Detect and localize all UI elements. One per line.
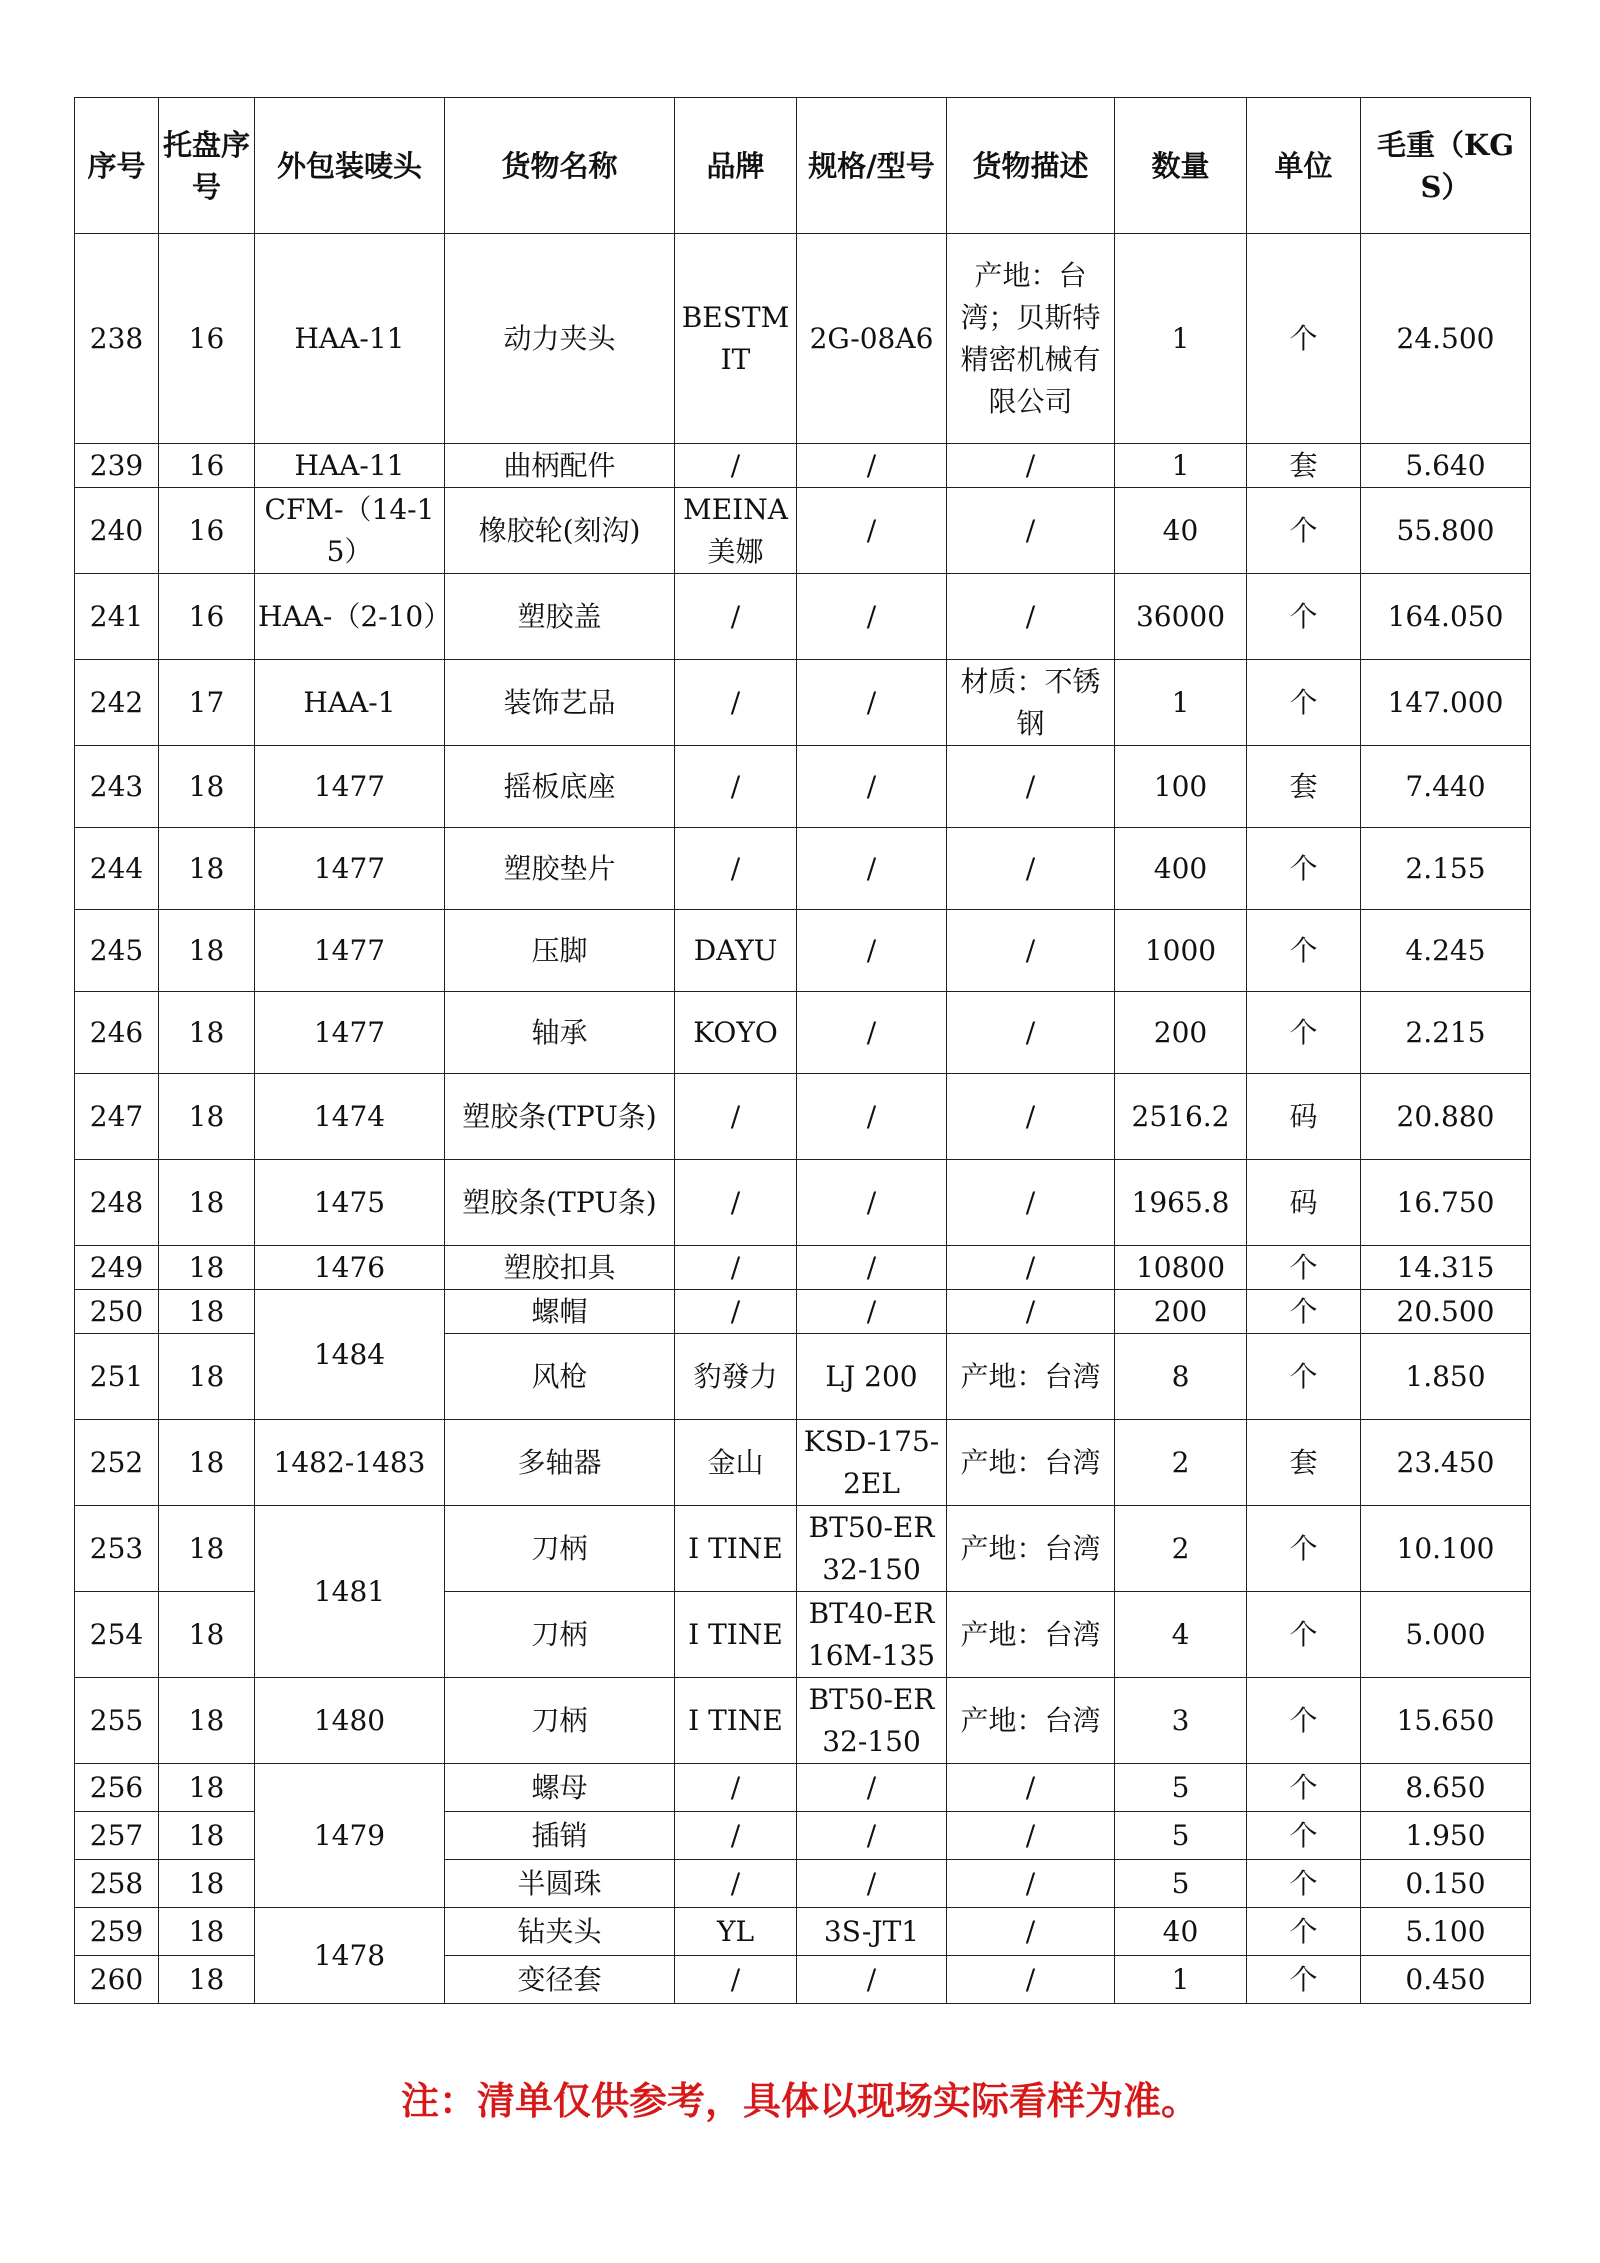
cell-weight: 24.500 [1361, 234, 1531, 444]
cell-desc: / [947, 1956, 1115, 2004]
cell-unit: 个 [1247, 574, 1361, 660]
cell-desc: / [947, 1812, 1115, 1860]
cell-seq: 253 [75, 1506, 159, 1592]
cell-seq: 247 [75, 1074, 159, 1160]
table-header-row [75, 98, 1531, 234]
cell-weight: 16.750 [1361, 1160, 1531, 1246]
cell-spec: / [797, 746, 947, 828]
cell-brand: / [675, 1290, 797, 1334]
header-name: 货物名称 [445, 98, 675, 234]
cell-desc: / [947, 1764, 1115, 1812]
cell-qty: 40 [1115, 488, 1247, 574]
cell-qty: 1 [1115, 234, 1247, 444]
table-row [75, 1246, 1531, 1290]
cell-brand: I TINE [675, 1678, 797, 1764]
cell-weight: 147.000 [1361, 660, 1531, 746]
cell-weight: 20.880 [1361, 1074, 1531, 1160]
cell-spec: / [797, 910, 947, 992]
cell-seq: 244 [75, 828, 159, 910]
cell-pallet: 18 [159, 1956, 255, 2004]
cell-brand: / [675, 746, 797, 828]
header-mark: 外包装唛头 [255, 98, 445, 234]
cell-seq: 238 [75, 234, 159, 444]
table-row [75, 1764, 1531, 1812]
cell-name: 插销 [445, 1812, 675, 1860]
cell-weight: 5.640 [1361, 444, 1531, 488]
cell-unit: 个 [1247, 1812, 1361, 1860]
cell-pallet: 18 [159, 1860, 255, 1908]
cell-unit: 个 [1247, 234, 1361, 444]
cell-qty: 2 [1115, 1506, 1247, 1592]
cell-unit: 个 [1247, 660, 1361, 746]
cell-spec: / [797, 828, 947, 910]
cell-spec: KSD-175-2EL [797, 1420, 947, 1506]
cell-name: 风枪 [445, 1334, 675, 1420]
cell-spec: / [797, 444, 947, 488]
cell-brand: MEINA 美娜 [675, 488, 797, 574]
cell-pallet: 18 [159, 828, 255, 910]
cell-desc: 产地：台湾 [947, 1420, 1115, 1506]
cell-unit: 个 [1247, 1506, 1361, 1592]
cell-unit: 个 [1247, 1290, 1361, 1334]
cell-weight: 2.215 [1361, 992, 1531, 1074]
table-row [75, 444, 1531, 488]
cell-name: 塑胶盖 [445, 574, 675, 660]
cell-pallet: 18 [159, 1334, 255, 1420]
cell-weight: 15.650 [1361, 1678, 1531, 1764]
cell-name: 螺母 [445, 1764, 675, 1812]
cell-desc: 产地：台湾 [947, 1506, 1115, 1592]
cargo-list-table [74, 97, 1531, 2004]
cell-pallet: 18 [159, 1908, 255, 1956]
cell-qty: 2 [1115, 1420, 1247, 1506]
cell-desc: / [947, 1908, 1115, 1956]
cell-name: 螺帽 [445, 1290, 675, 1334]
cell-mark: 1474 [255, 1074, 445, 1160]
cell-desc: 产地：台湾 [947, 1678, 1115, 1764]
cell-spec: / [797, 1956, 947, 2004]
header-pallet: 托盘序号 [159, 98, 255, 234]
cell-name: 钻夹头 [445, 1908, 675, 1956]
cell-desc: / [947, 1160, 1115, 1246]
cell-qty: 4 [1115, 1592, 1247, 1678]
cell-mark: 1482-1483 [255, 1420, 445, 1506]
cell-qty: 3 [1115, 1678, 1247, 1764]
cell-pallet: 18 [159, 1246, 255, 1290]
cell-unit: 套 [1247, 746, 1361, 828]
cell-qty: 400 [1115, 828, 1247, 910]
cell-seq: 251 [75, 1334, 159, 1420]
cell-unit: 个 [1247, 1860, 1361, 1908]
cell-mark: 1476 [255, 1246, 445, 1290]
cell-unit: 个 [1247, 1334, 1361, 1420]
cell-brand: I TINE [675, 1592, 797, 1678]
cell-qty: 8 [1115, 1334, 1247, 1420]
cell-brand: / [675, 1074, 797, 1160]
cell-name: 刀柄 [445, 1678, 675, 1764]
cell-seq: 246 [75, 992, 159, 1074]
cell-name: 摇板底座 [445, 746, 675, 828]
cell-unit: 套 [1247, 1420, 1361, 1506]
cell-weight: 5.000 [1361, 1592, 1531, 1678]
cell-mark: CFM-（14-15） [255, 488, 445, 574]
cell-brand: YL [675, 1908, 797, 1956]
cell-desc: 产地：台湾 [947, 1592, 1115, 1678]
cell-pallet: 18 [159, 746, 255, 828]
cell-seq: 260 [75, 1956, 159, 2004]
cell-pallet: 16 [159, 574, 255, 660]
table-row [75, 828, 1531, 910]
cell-unit: 个 [1247, 488, 1361, 574]
cell-mark: HAA-1 [255, 660, 445, 746]
cell-seq: 257 [75, 1812, 159, 1860]
cell-name: 橡胶轮(刻沟) [445, 488, 675, 574]
table-row [75, 1074, 1531, 1160]
cell-seq: 248 [75, 1160, 159, 1246]
table-row [75, 746, 1531, 828]
cell-name: 变径套 [445, 1956, 675, 2004]
cell-name: 刀柄 [445, 1506, 675, 1592]
cell-unit: 码 [1247, 1074, 1361, 1160]
table-row [75, 1420, 1531, 1506]
cell-unit: 个 [1247, 1956, 1361, 2004]
cell-pallet: 17 [159, 660, 255, 746]
cell-seq: 243 [75, 746, 159, 828]
cell-spec: 3S-JT1 [797, 1908, 947, 1956]
cell-weight: 55.800 [1361, 488, 1531, 574]
cell-weight: 8.650 [1361, 1764, 1531, 1812]
cell-pallet: 18 [159, 1678, 255, 1764]
cell-seq: 241 [75, 574, 159, 660]
cell-brand: / [675, 1956, 797, 2004]
cell-spec: / [797, 660, 947, 746]
cell-seq: 252 [75, 1420, 159, 1506]
cell-mark: 1478 [255, 1908, 445, 2004]
cell-qty: 36000 [1115, 574, 1247, 660]
cell-brand: 豹發力 [675, 1334, 797, 1420]
cell-desc: / [947, 992, 1115, 1074]
cell-pallet: 18 [159, 910, 255, 992]
cell-qty: 1965.8 [1115, 1160, 1247, 1246]
cell-unit: 个 [1247, 828, 1361, 910]
cell-mark: HAA-（2-10） [255, 574, 445, 660]
cell-unit: 套 [1247, 444, 1361, 488]
cell-name: 多轴器 [445, 1420, 675, 1506]
cell-weight: 0.450 [1361, 1956, 1531, 2004]
cell-mark: 1475 [255, 1160, 445, 1246]
cell-seq: 256 [75, 1764, 159, 1812]
cell-brand: DAYU [675, 910, 797, 992]
cell-weight: 164.050 [1361, 574, 1531, 660]
cell-spec: LJ 200 [797, 1334, 947, 1420]
cell-desc: 材质：不锈钢 [947, 660, 1115, 746]
header-unit: 单位 [1247, 98, 1361, 234]
cell-name: 塑胶扣具 [445, 1246, 675, 1290]
cell-unit: 个 [1247, 1908, 1361, 1956]
cell-mark: 1477 [255, 992, 445, 1074]
table-row [75, 574, 1531, 660]
cell-spec: / [797, 1812, 947, 1860]
table-row [75, 910, 1531, 992]
table-row [75, 1160, 1531, 1246]
cell-mark: 1481 [255, 1506, 445, 1678]
cell-qty: 5 [1115, 1860, 1247, 1908]
cell-spec: / [797, 574, 947, 660]
cell-qty: 1000 [1115, 910, 1247, 992]
cell-unit: 码 [1247, 1160, 1361, 1246]
cell-desc: / [947, 574, 1115, 660]
cell-brand: / [675, 444, 797, 488]
cell-pallet: 16 [159, 444, 255, 488]
table-row [75, 1290, 1531, 1334]
cell-seq: 254 [75, 1592, 159, 1678]
header-seq: 序号 [75, 98, 159, 234]
cell-brand: / [675, 1160, 797, 1246]
cell-unit: 个 [1247, 992, 1361, 1074]
cell-desc: / [947, 1290, 1115, 1334]
cell-seq: 239 [75, 444, 159, 488]
cell-spec: BT50-ER32-150 [797, 1678, 947, 1764]
cell-weight: 1.950 [1361, 1812, 1531, 1860]
cell-brand: I TINE [675, 1506, 797, 1592]
cell-name: 动力夹头 [445, 234, 675, 444]
cell-brand: BESTMIT [675, 234, 797, 444]
cell-seq: 255 [75, 1678, 159, 1764]
cell-unit: 个 [1247, 1764, 1361, 1812]
cell-brand: / [675, 828, 797, 910]
cell-spec: BT40-ER16M-135 [797, 1592, 947, 1678]
cell-name: 塑胶条(TPU条) [445, 1160, 675, 1246]
cell-desc: / [947, 1074, 1115, 1160]
cell-weight: 23.450 [1361, 1420, 1531, 1506]
cell-mark: 1477 [255, 910, 445, 992]
cell-qty: 40 [1115, 1908, 1247, 1956]
cell-mark: HAA-11 [255, 234, 445, 444]
cell-desc: / [947, 910, 1115, 992]
cell-brand: / [675, 1812, 797, 1860]
cell-desc: / [947, 746, 1115, 828]
cell-pallet: 18 [159, 1506, 255, 1592]
cell-weight: 4.245 [1361, 910, 1531, 992]
cell-unit: 个 [1247, 910, 1361, 992]
cell-unit: 个 [1247, 1592, 1361, 1678]
cell-qty: 5 [1115, 1812, 1247, 1860]
header-spec: 规格/型号 [797, 98, 947, 234]
header-qty: 数量 [1115, 98, 1247, 234]
cell-desc: 产地：台湾；贝斯特精密机械有限公司 [947, 234, 1115, 444]
cell-seq: 249 [75, 1246, 159, 1290]
header-weight: 毛重（KGS） [1361, 98, 1531, 234]
cell-pallet: 18 [159, 1592, 255, 1678]
cell-seq: 242 [75, 660, 159, 746]
cell-spec: / [797, 1764, 947, 1812]
cell-weight: 0.150 [1361, 1860, 1531, 1908]
cell-name: 装饰艺品 [445, 660, 675, 746]
cell-seq: 250 [75, 1290, 159, 1334]
cell-desc: / [947, 1246, 1115, 1290]
cell-qty: 1 [1115, 1956, 1247, 2004]
cell-weight: 10.100 [1361, 1506, 1531, 1592]
cell-brand: / [675, 1246, 797, 1290]
cell-brand: / [675, 574, 797, 660]
cell-pallet: 18 [159, 1764, 255, 1812]
cell-qty: 10800 [1115, 1246, 1247, 1290]
cell-unit: 个 [1247, 1678, 1361, 1764]
cell-weight: 1.850 [1361, 1334, 1531, 1420]
cell-desc: / [947, 1860, 1115, 1908]
cell-spec: / [797, 1160, 947, 1246]
cell-mark: 1479 [255, 1764, 445, 1908]
table-row [75, 488, 1531, 574]
cell-qty: 2516.2 [1115, 1074, 1247, 1160]
cell-seq: 259 [75, 1908, 159, 1956]
cell-weight: 7.440 [1361, 746, 1531, 828]
cell-weight: 20.500 [1361, 1290, 1531, 1334]
cell-name: 刀柄 [445, 1592, 675, 1678]
cell-spec: / [797, 1860, 947, 1908]
cell-seq: 258 [75, 1860, 159, 1908]
table-row [75, 234, 1531, 444]
cell-spec: 2G-08A6 [797, 234, 947, 444]
cell-pallet: 18 [159, 1812, 255, 1860]
cell-seq: 240 [75, 488, 159, 574]
cell-name: 轴承 [445, 992, 675, 1074]
cell-spec: / [797, 1290, 947, 1334]
cell-seq: 245 [75, 910, 159, 992]
cell-desc: 产地：台湾 [947, 1334, 1115, 1420]
cell-spec: / [797, 992, 947, 1074]
header-desc: 货物描述 [947, 98, 1115, 234]
cell-mark: 1480 [255, 1678, 445, 1764]
table-row [75, 1506, 1531, 1592]
cell-desc: / [947, 488, 1115, 574]
cell-desc: / [947, 444, 1115, 488]
cell-brand: / [675, 660, 797, 746]
cell-brand: 金山 [675, 1420, 797, 1506]
disclaimer-note: 注：清单仅供参考，具体以现场实际看样为准。 [400, 2078, 1199, 2123]
cell-name: 塑胶垫片 [445, 828, 675, 910]
cell-brand: KOYO [675, 992, 797, 1074]
cell-name: 半圆珠 [445, 1860, 675, 1908]
cell-qty: 100 [1115, 746, 1247, 828]
table-row [75, 992, 1531, 1074]
cell-name: 压脚 [445, 910, 675, 992]
cell-pallet: 18 [159, 1160, 255, 1246]
cell-pallet: 18 [159, 1290, 255, 1334]
cell-weight: 14.315 [1361, 1246, 1531, 1290]
table-row [75, 1678, 1531, 1764]
cell-weight: 5.100 [1361, 1908, 1531, 1956]
cell-brand: / [675, 1860, 797, 1908]
cell-name: 曲柄配件 [445, 444, 675, 488]
cell-mark: 1477 [255, 828, 445, 910]
cell-spec: / [797, 1246, 947, 1290]
cell-brand: / [675, 1764, 797, 1812]
cell-desc: / [947, 828, 1115, 910]
cell-spec: / [797, 488, 947, 574]
table-row [75, 1908, 1531, 1956]
cell-mark: 1477 [255, 746, 445, 828]
cell-pallet: 18 [159, 1074, 255, 1160]
header-brand: 品牌 [675, 98, 797, 234]
cell-spec: BT50-ER32-150 [797, 1506, 947, 1592]
cell-qty: 1 [1115, 660, 1247, 746]
cell-pallet: 18 [159, 1420, 255, 1506]
cell-weight: 2.155 [1361, 828, 1531, 910]
cell-spec: / [797, 1074, 947, 1160]
cell-mark: 1484 [255, 1290, 445, 1420]
cell-pallet: 18 [159, 992, 255, 1074]
cell-unit: 个 [1247, 1246, 1361, 1290]
cell-qty: 200 [1115, 1290, 1247, 1334]
table-row [75, 660, 1531, 746]
cell-qty: 1 [1115, 444, 1247, 488]
cell-name: 塑胶条(TPU条) [445, 1074, 675, 1160]
cell-qty: 200 [1115, 992, 1247, 1074]
cell-mark: HAA-11 [255, 444, 445, 488]
cell-pallet: 16 [159, 234, 255, 444]
cell-qty: 5 [1115, 1764, 1247, 1812]
cell-pallet: 16 [159, 488, 255, 574]
